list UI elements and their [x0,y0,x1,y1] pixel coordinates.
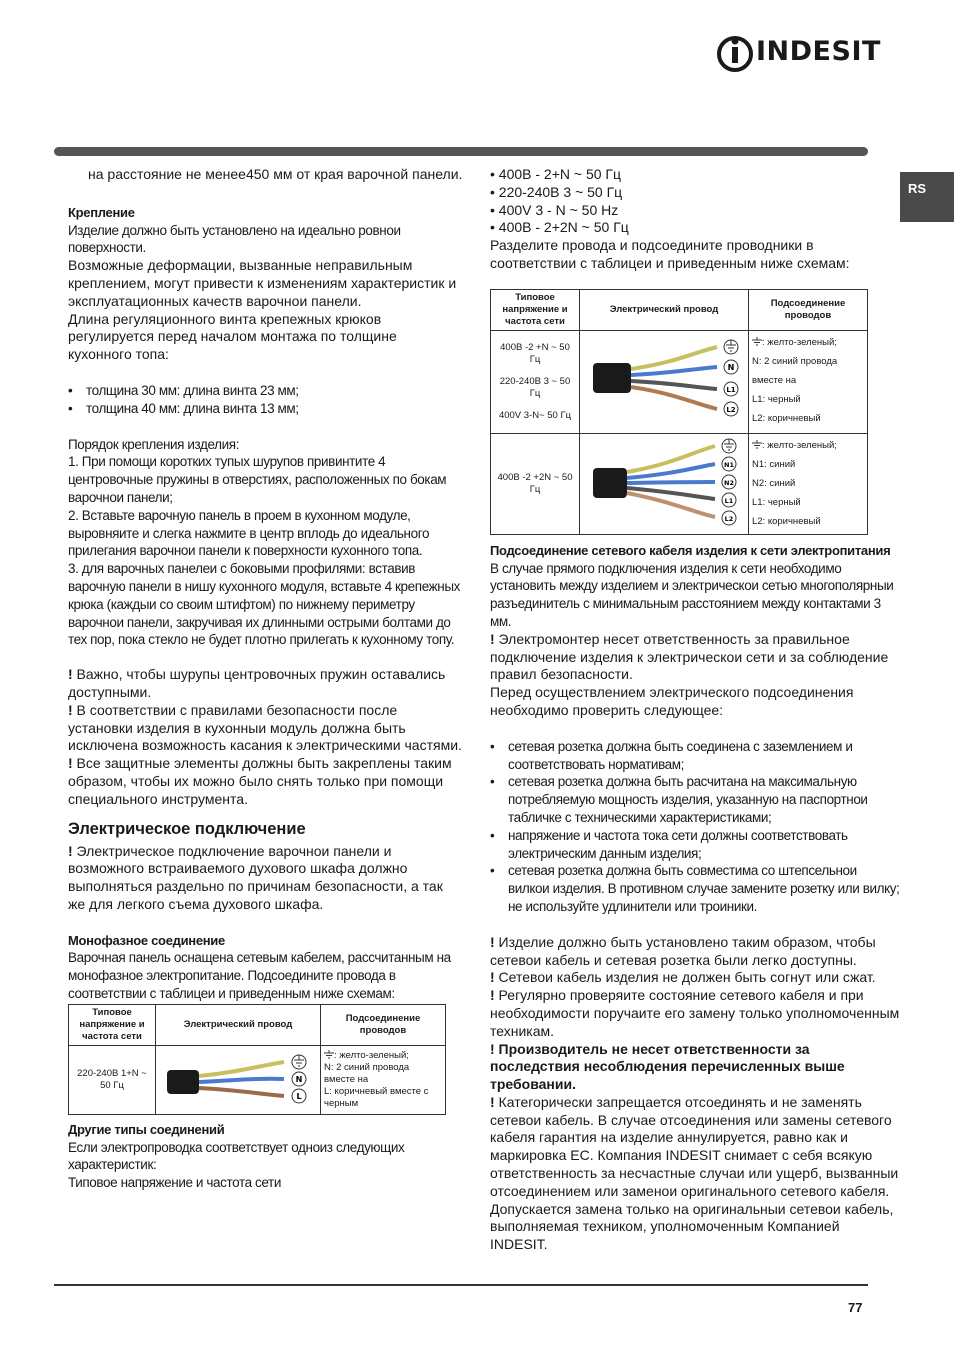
connection-line: N: 2 синий провода [752,355,838,367]
table-header: Электрический провод [580,289,749,330]
list-item: • сетевая розетка должна быть совместима со штепсельнои вилкои изделия. В противном случае замените розетку или вилку; не используйте удлинители или троиники. [490,862,900,915]
warning-mark: ! [490,933,495,950]
connection-cell [749,433,868,534]
indesit-i-icon [716,30,756,78]
header-divider [54,147,868,156]
ground-icon [752,337,762,346]
page-number: 77 [848,1300,863,1315]
connection-line: L2: коричневый [752,515,821,527]
voltage-cell: 400В -2 +2N ~ 50 Гц [491,433,580,534]
connection-line: вместе на [752,374,797,386]
warning-mark: ! [68,666,73,683]
warning-mark: ! [490,1093,495,1110]
checks-list [490,738,900,916]
language-tab [900,172,954,222]
cable-diagram-icon [583,333,745,427]
multiphase-table [490,289,868,535]
step-3: 3. для варочных панелеи с боковыми профилями: вставив варочную панели в нишу кухонного модуля, вставьте 4 крепежных крюка (каждыи со своим штифтом) по нижнему периметру варочнои панели, закручивая их длинными острыми болтами до тех пор, пока стекло не будет плотно прилегать к кухонному топу. [68,561,460,648]
other-types-paragraph-2: Типовое напряжение и частота сети [68,1175,281,1191]
check-intro: Перед осуществлением электрического подсоединения необходимо проверить следующее: [490,684,854,718]
warning-1-text: Изделие должно быть установлено таким образом, чтобы сетевои кабель и сетевая розетка были легко доступны. [490,933,876,968]
type-item: • 400V 3 - N ~ 50 Hz [490,201,619,218]
wire-diagram [580,433,749,534]
warning-mark: ! [68,701,73,718]
note-2-text: В соответствии с правилами безопасности после установки изделия в кухонныи модуль должна быть исключена возможность касания к электрическими частями. [68,701,462,754]
footer-divider [54,1284,868,1286]
mount-paragraph-3: Длина регуляционного винта крепежных крюков регулируется перед началом монтажа по толщине кухонного топа: [68,310,397,363]
list-item: • напряжение и частота тока сети должны соответствовать электрическим данным изделия; [490,827,900,863]
mount-paragraph-2: Возможные деформации, вызванные неправильным креплением, могут привести к изменениям характеристик и эксплуатационных качеств варочнои панели. [68,257,457,309]
electrical-paragraph [68,843,463,914]
ground-icon [324,1050,334,1059]
right-column [490,166,900,1254]
other-types-heading: Другие типы соединений [68,1121,225,1137]
svg-text:N: N [295,1074,303,1084]
note-3 [68,755,463,808]
warning-mark: ! [490,1040,495,1057]
warning-3-text: Регулярно проверяите состояние сетевого кабеля и при необходимости поручаите его замену только уполномоченным техникам. [490,987,900,1039]
type-item: • 400В - 2+N ~ 50 Гц [490,166,622,182]
warning-mark: ! [490,969,495,986]
voltage-line: 400V 3-N~ 50 Гц [498,409,572,421]
order-title: Порядок крепления изделия: [68,436,240,452]
other-types-paragraph: Если электропроводка соответствует одноиз следующих характеристик: [68,1139,405,1173]
warning-4 [490,1041,900,1094]
connection-line: L2: коричневый [752,412,821,424]
warning-1 [490,934,900,970]
mount-paragraph-1: Изделие должно быть установлено на идеально ровнои поверхности. [68,222,401,256]
svg-text:N: N [727,362,735,372]
warning-mark: ! [490,987,495,1004]
warning-mark: ! [68,755,73,772]
svg-text:L2: L2 [724,514,734,523]
connection-line: : желто-зеленый; [334,1049,409,1061]
wire-diagram [580,330,749,433]
svg-text:N1: N1 [724,460,734,469]
table-header: Типовое напряжение и частота сети [491,289,580,330]
connection-line: N1: синий [752,458,796,470]
svg-text:L1: L1 [724,496,734,505]
connection-line: N: 2 синий провода вместе на [324,1061,410,1085]
table-header: Подсоединение проводов [321,1004,446,1045]
monophase-heading: Монофазное соединение [68,932,225,948]
ground-icon [752,440,762,449]
table-header: Подсоединение проводов [749,289,868,330]
voltage-line: 400В -2 +N ~ 50 Гц [500,341,570,365]
brand-logo [716,30,881,78]
warning-4-text: Производитель не несет ответственности за последствия несоблюдения перечисленных выше требовании. [490,1040,845,1093]
brand-name: INDESIT [756,36,881,67]
intro-text: на расстояние не менее450 мм от края варочной панели. [88,166,463,182]
warning-2 [490,969,900,987]
type-item: • 400В - 2+2N ~ 50 Гц [490,219,629,236]
step-2: 2. Вставьте варочную панель в проем в кухонном модуле, выровняите и слегка нажмите в центр вплодь до идеального прилегания варочнои панели к поверхности кухонного топа. [68,507,430,559]
thickness-list [68,382,463,418]
svg-text:L1: L1 [726,385,736,394]
connection-cell [749,330,868,433]
voltage-cell [491,330,580,433]
mount-heading: Крепление [68,204,135,220]
cable-heading: Подсоединение сетевого кабеля изделия к сети электропитания [490,542,891,558]
connection-line: L1: черный [752,393,801,405]
voltage-line: 220-240В 3 ~ 50 Гц [499,375,571,399]
warning-2-text: Сетевои кабель изделия не должен быть согнут или сжат. [494,969,876,986]
svg-text:N2: N2 [724,478,734,487]
electrical-heading: Электрическое подключение [68,819,306,838]
voltage-cell: 220-240В 1+N ~ 50 Гц [69,1045,156,1114]
svg-text:L: L [296,1091,302,1101]
warning-mark: ! [68,842,73,859]
connection-line: L: коричневый вместе с черным [324,1085,429,1109]
list-item: • сетевая розетка должна быть расчитана на максимальную потребляемую мощность изделия, указанную на паспортнои табличке с техническими характеристиками; [490,773,900,826]
note-3-text: Все защитные элементы должны быть закреплены таким образом, чтобы их можно было снять только при помощи специального инструмента. [68,755,452,807]
warning-5-text: Категорически запрещается отсоединять и не заменять сетевои кабель. В случае отсоединения или замены сетевого кабеля гарантия на изделие аннулируется, равно как и маркировка ЕС. Компания INDESIT снимает с себя всякую ответственность за несчастные случаи или ущерб, вызванныи отсоединением или заменои оригинального сетевого кабеля. Допускается замена только на оригинальныи сетевои кабель, выполняемая техником, уполномоченным Компанией INDESIT. [490,1093,899,1253]
svg-text:L2: L2 [726,405,736,414]
cable-note-text: Электромонтер несет ответственность за правильное подключение изделия к электрическои сети и за соблюдение правил безопасности. [490,630,889,683]
monophase-table [68,1004,446,1115]
list-item: • толщина 30 мм: длина винта 23 мм; [68,382,463,400]
table-header: Типовое напряжение и частота сети [69,1004,156,1045]
connection-line: : желто-зеленый; [762,336,837,348]
list-item: • сетевая розетка должна быть соединена с заземлением и соответствовать нормативам; [490,738,900,774]
cable-paragraph: В случае прямого подключения изделия к сети необходимо установить между изделием и электрическои сетью многополярныи разъединитель с минимальным расстоянием между контактами 3 мм. [490,560,894,629]
split-paragraph: Разделите провода и подсоедините проводники в соответствии с таблицеи и приведенным ниже схемам: [490,237,850,271]
left-column [68,166,463,1192]
connection-line: : желто-зеленый; [762,439,837,451]
warning-mark: ! [490,630,495,647]
note-1-text: Важно, чтобы шурупы центровочных пружин оставались доступными. [68,666,446,700]
type-item: • 220-240В 3 ~ 50 Гц [490,183,623,200]
warning-5 [490,1094,900,1254]
wire-diagram [156,1045,321,1114]
language-tab-label: RS [908,181,927,196]
connection-line: L1: черный [752,496,801,508]
cable-diagram-icon [159,1048,317,1108]
table-header: Электрический провод [156,1004,321,1045]
list-item: • толщина 40 мм: длина винта 13 мм; [68,400,463,418]
warning-3 [490,987,900,1040]
step-1: 1. При помощи коротких тупых шурупов привинтите 4 центровочные пружины в отверстиях, расположенных по бокам варочнои панели; [68,454,447,505]
cable-diagram-icon [583,436,745,528]
connection-cell [321,1045,446,1114]
connection-line: N2: синий [752,477,796,489]
monophase-paragraph: Варочная панель оснащена сетевым кабелем, рассчитанным на монофазное электропитание. Подсоедините провода в соответствии с таблицеи и приведенным ниже схемам: [68,950,451,1002]
electrical-paragraph-text: Электрическое подключение варочнои панели и возможного встраиваемого духового шкафа должно выполняться раздельно по причинам безопасности, а так же для легкого съема духового шкафа. [68,842,443,912]
note-1 [68,666,463,702]
cable-note [490,631,900,684]
note-2 [68,702,463,755]
